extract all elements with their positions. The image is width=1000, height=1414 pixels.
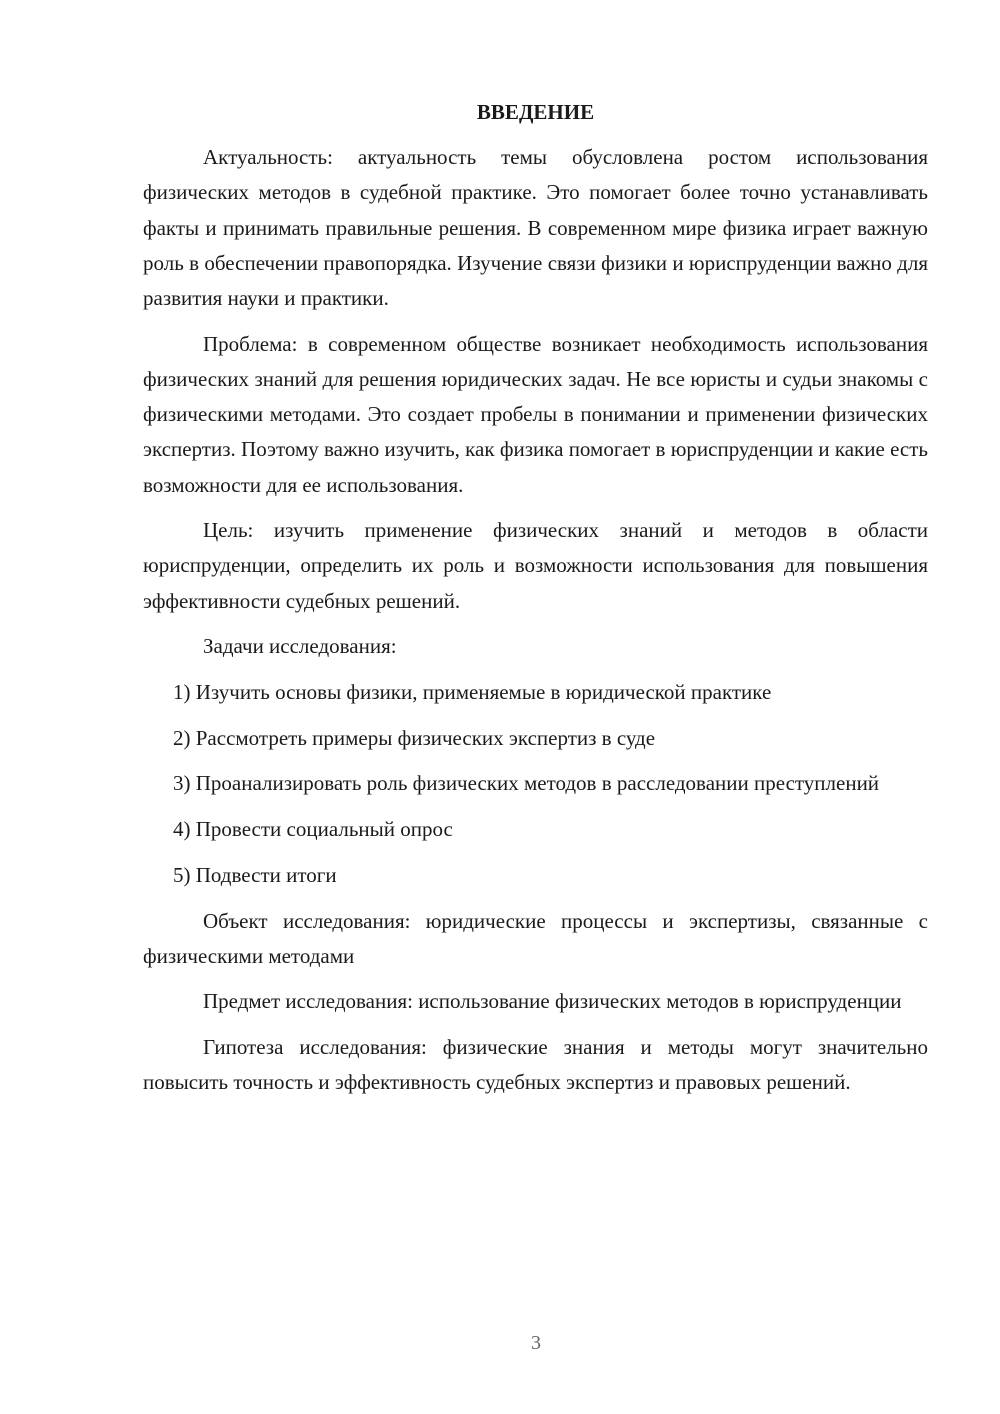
task-item: 5) Подвести итоги <box>173 862 337 887</box>
relevance-paragraph: Актуальность: актуальность темы обусловлена ростом использования физических методов в судебной практике. Это помогает более точно устанавливать факты и принимать правильные решения. В современном мире физика играет важную роль в обеспечении правопорядка. Изучение связи физики и юриспруденции важно для развития науки и практики. <box>143 145 928 311</box>
tasks-heading: Задачи исследования: <box>203 634 397 659</box>
task-item: 1) Изучить основы физики, применяемые в юридической практике <box>173 680 772 705</box>
task-item: 4) Провести социальный опрос <box>173 817 453 842</box>
object-paragraph: Объект исследования: юридические процессы и экспертизы, связанные с физическими методами <box>143 908 928 968</box>
problem-paragraph: Проблема: в современном обществе возникает необходимость использования физических знаний для решения юридических задач. Не все юристы и судьи знакомы с физическими методами. Это создает пробелы в понимании и применении физических экспертиз. Поэтому важно изучить, как физика помогает в юриспруденции и какие есть возможности для ее использования. <box>143 331 928 497</box>
section-title: ВВЕДЕНИЕ <box>476 100 595 124</box>
subject-paragraph: Предмет исследования: использование физических методов в юриспруденции <box>203 989 902 1014</box>
goal-paragraph: Цель: изучить применение физических знаний и методов в области юриспруденции, определить их роль и возможности использования для повышения эффективности судебных решений. <box>143 518 928 613</box>
tasks-list <box>143 675 928 893</box>
page-number: 3 <box>531 1332 541 1354</box>
page-content <box>143 95 928 1111</box>
task-item: 2) Рассмотреть примеры физических экспертиз в суде <box>173 725 656 750</box>
hypothesis-paragraph: Гипотеза исследования: физические знания и методы могут значительно повысить точность и эффективность судебных экспертиз и правовых решений. <box>143 1035 928 1095</box>
task-item: 3) Проанализировать роль физических методов в расследовании преступлений <box>173 771 880 796</box>
